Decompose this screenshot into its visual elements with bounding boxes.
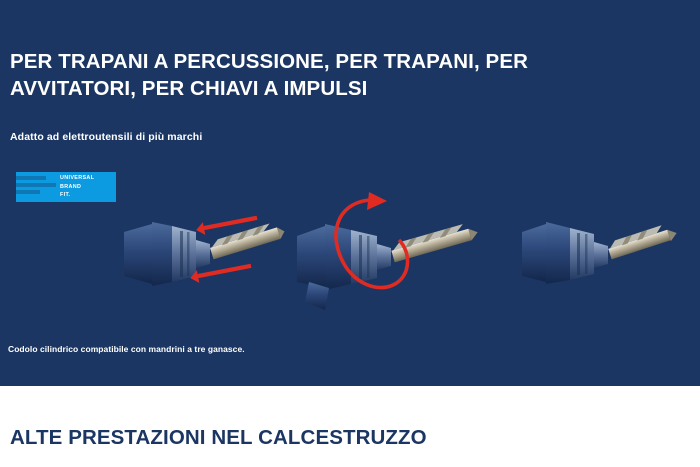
hero-subheadline: Adatto ad elettroutensili di più marchi	[10, 131, 203, 143]
hero-caption: Codolo cilindrico compatibile con mandrini a tre ganasce.	[8, 344, 245, 354]
badge-line-3: FIT.	[60, 192, 71, 199]
section-title: ALTE PRESTAZIONI NEL CALCESTRUZZO	[10, 426, 427, 449]
illustration-drill-chuck-with-bit-inserted	[520, 170, 685, 320]
badge-text	[60, 174, 98, 199]
badge-line-1: UNIVERSAL	[60, 175, 95, 182]
page-title: PER TRAPANI A PERCUSSIONE, PER TRAPANI, PER AVVITATORI, PER CHIAVI A IMPULSI	[10, 50, 529, 101]
illustration-drill-chuck-with-straight-arrows	[118, 170, 288, 320]
badge-line-2: BRAND	[60, 183, 82, 190]
illustration-drill-chuck-with-rotation-arrow	[295, 170, 485, 320]
badge-stripes-icon	[16, 172, 60, 202]
bottom-section	[0, 386, 700, 467]
universal-brand-fit-badge	[16, 172, 116, 202]
